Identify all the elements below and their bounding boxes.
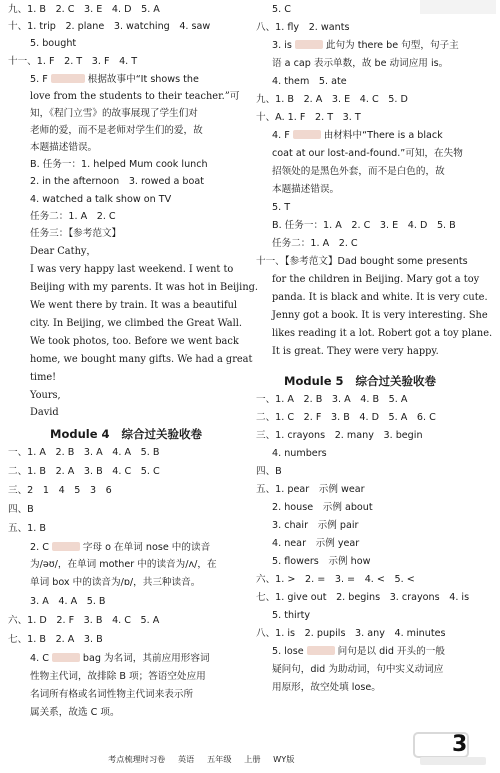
explanation-tag bbox=[52, 653, 80, 662]
footer-subject: 英语 bbox=[177, 754, 195, 764]
answer-line bbox=[272, 645, 445, 658]
explanation-line: 本题描述错误。 bbox=[30, 142, 98, 153]
answer-line: B. 任务一：1. helped Mum cook lunch bbox=[30, 159, 208, 170]
module-subtitle: 综合过关验收卷 bbox=[355, 374, 437, 388]
answer-line: 任务三：【参考范文】 bbox=[30, 228, 122, 239]
essay-line: time! bbox=[30, 372, 57, 383]
answer-line: 5. T bbox=[272, 202, 291, 213]
essay-line: Yours, bbox=[30, 390, 61, 401]
answer-line bbox=[272, 39, 459, 52]
essay-line: It is great. They were very happy. bbox=[272, 346, 439, 357]
essay-line: Dear Cathy， bbox=[30, 246, 97, 257]
explanation-text: bag 为名词，其前应用形容词 bbox=[82, 653, 210, 664]
module-4-heading bbox=[50, 426, 202, 442]
answer-key: 5. F bbox=[30, 74, 48, 85]
explanation-text: 问句是以 did 开头的一般 bbox=[337, 646, 445, 657]
answer-line: 七、1. give out 2. begins 3. crayons 4. is bbox=[256, 592, 470, 603]
explanation-line: 属关系，故选 C 项。 bbox=[30, 707, 120, 718]
answer-line: 5. flowers 示例 how bbox=[272, 556, 371, 567]
answer-line: 任务二：1. A 2. C bbox=[30, 211, 116, 222]
answer-line: 4. near 示例 year bbox=[272, 538, 360, 549]
essay-line: David bbox=[30, 407, 59, 418]
explanation-text: 由材料中“There is a black bbox=[323, 130, 443, 141]
answer-line: 二、1. C 2. F 3. B 4. D 5. A 6. C bbox=[256, 412, 436, 423]
explanation-line: 名词所有格或名词性物主代词来表示所 bbox=[30, 689, 194, 700]
explanation-line: 老师的爱，而不是老师对学生们的爱，故 bbox=[30, 125, 203, 136]
answer-line: 一、1. A 2. B 3. A 4. B 5. A bbox=[256, 394, 408, 405]
module-subtitle: 综合过关验收卷 bbox=[121, 427, 203, 441]
answer-line bbox=[30, 541, 210, 554]
essay-line: We went there by train. It was a beautiful bbox=[30, 300, 238, 311]
answer-line: 四、B bbox=[8, 504, 34, 515]
answer-line: 七、1. B 2. A 3. B bbox=[8, 634, 103, 645]
explanation-line: 知，《程门立雪》的故事展现了学生们对 bbox=[30, 108, 198, 119]
answer-line: 八、1. fly 2. wants bbox=[256, 22, 350, 33]
module-5-heading bbox=[284, 373, 436, 389]
answer-key: 5. lose bbox=[272, 646, 304, 657]
answer-line: 三、1. crayons 2. many 3. begin bbox=[256, 430, 423, 441]
answer-line: 九、1. B 2. C 3. E 4. D 5. A bbox=[8, 4, 160, 15]
answer-line: 4. numbers bbox=[272, 448, 327, 459]
answer-line: 九、1. B 2. A 3. E 4. C 5. D bbox=[256, 94, 408, 105]
explanation-line: 语 a cap 表示单数，故 be 动词应用 is。 bbox=[272, 58, 449, 69]
explanation-line: 用原形，故空处填 lose。 bbox=[272, 682, 381, 693]
explanation-text: 字母 o 在单词 nose 中的读音 bbox=[82, 542, 211, 553]
explanation-line: 单词 box 中的读音为/ɒ/，共三种读音。 bbox=[30, 577, 201, 588]
explanation-tag bbox=[51, 74, 85, 83]
answer-line: 十一、1. F 2. T 3. F 4. T bbox=[8, 56, 138, 67]
module-title: Module 5 bbox=[284, 374, 344, 388]
answer-line: 5. bought bbox=[30, 38, 77, 49]
answer-line: 2. in the afternoon 3. rowed a boat bbox=[30, 176, 205, 187]
explanation-line: coat at our lost-and-found.”可知，在失物 bbox=[272, 148, 463, 159]
answer-line: 六、1. > 2. = 3. = 4. < 5. < bbox=[256, 574, 415, 585]
explanation-line: love from the students to their teacher.”可 bbox=[30, 91, 240, 102]
answer-line: 5. C bbox=[272, 4, 291, 15]
explanation-line: 本题描述错误。 bbox=[272, 184, 340, 195]
essay-line: Jenny got a book. It is very interesting. She bbox=[272, 310, 488, 321]
footer-grade: 五年级 bbox=[206, 754, 232, 764]
answer-line: 任务二：1. A 2. C bbox=[272, 238, 358, 249]
explanation-line: 性物主代词，故排除 B 项；答语空处应用 bbox=[30, 671, 206, 682]
answer-line: 六、1. D 2. F 3. B 4. C 5. A bbox=[8, 615, 160, 626]
answer-line: 4. them 5. ate bbox=[272, 76, 347, 87]
answer-key: 3. is bbox=[272, 40, 292, 51]
explanation-tag bbox=[293, 130, 321, 139]
answer-line: 5. thirty bbox=[272, 610, 311, 621]
answer-line bbox=[30, 73, 199, 86]
explanation-text: 根据故事中“It shows the bbox=[87, 74, 199, 85]
answer-line: 四、B bbox=[256, 466, 282, 477]
explanation-line: 疑问句，did 为助动词，句中实义动词应 bbox=[272, 664, 444, 675]
essay-line: home, we bought many gifts. We had a great bbox=[30, 354, 253, 365]
explanation-line: 招领处的是黑色外套，而不是白色的，故 bbox=[272, 166, 445, 177]
answer-line: 十一、【参考范文】Dad bought some presents bbox=[256, 256, 468, 267]
answer-line: 八、1. is 2. pupils 3. any 4. minutes bbox=[256, 628, 446, 639]
module-title: Module 4 bbox=[50, 427, 110, 441]
page-footer bbox=[108, 754, 304, 765]
essay-line: for the children in Beijing. Mary got a toy bbox=[272, 274, 480, 285]
essay-line: likes reading it a lot. Robert got a toy plane. bbox=[272, 328, 493, 339]
answer-line: 五、1. pear 示例 wear bbox=[256, 484, 365, 495]
answer-line: 3. A 4. A 5. B bbox=[30, 596, 106, 607]
answer-line: 五、1. B bbox=[8, 523, 46, 534]
explanation-text: 此句为 there be 句型，句子主 bbox=[325, 40, 459, 51]
explanation-tag bbox=[307, 646, 335, 655]
answer-line: 一、1. A 2. B 3. A 4. A 5. B bbox=[8, 447, 160, 458]
answer-line: 十、1. trip 2. plane 3. watching 4. saw bbox=[8, 21, 211, 32]
answer-key: 4. F bbox=[272, 130, 290, 141]
top-watermark bbox=[420, 0, 496, 14]
answer-key: 2. C bbox=[30, 542, 49, 553]
answer-line: 三、2 1 4 5 3 6 bbox=[8, 485, 112, 496]
answer-line: 二、1. B 2. A 3. B 4. C 5. C bbox=[8, 466, 160, 477]
essay-line: city. In Beijing, we climbed the Great Wall. bbox=[30, 318, 243, 329]
essay-line: I was very happy last weekend. I went to bbox=[30, 264, 234, 275]
answer-line: B. 任务一：1. A 2. C 3. E 4. D 5. B bbox=[272, 220, 456, 231]
answer-key: 4. C bbox=[30, 653, 49, 664]
essay-line: panda. It is black and white. It is very cute. bbox=[272, 292, 488, 303]
answer-line: 4. watched a talk show on TV bbox=[30, 194, 172, 205]
answer-line bbox=[30, 652, 210, 665]
answer-line bbox=[272, 129, 443, 142]
answer-line: 3. chair 示例 pair bbox=[272, 520, 359, 531]
explanation-tag bbox=[295, 40, 323, 49]
explanation-tag bbox=[52, 542, 80, 551]
answer-line: 2. house 示例 about bbox=[272, 502, 373, 513]
footer-book-title: 考点梳理时习卷 bbox=[108, 754, 166, 764]
essay-line: Beijing with my parents. It was hot in Beijing. bbox=[30, 282, 259, 293]
essay-line: We took photos, too. Before we went back bbox=[30, 336, 239, 347]
answer-line: 十、A. 1. F 2. T 3. T bbox=[256, 112, 361, 123]
footer-edition: WY版 bbox=[273, 754, 295, 764]
footer-term: 上册 bbox=[244, 754, 261, 764]
page-number: 3 bbox=[452, 732, 468, 757]
explanation-line: 为/əʊ/，在单词 mother 中的读音为/ʌ/，在 bbox=[30, 559, 217, 570]
